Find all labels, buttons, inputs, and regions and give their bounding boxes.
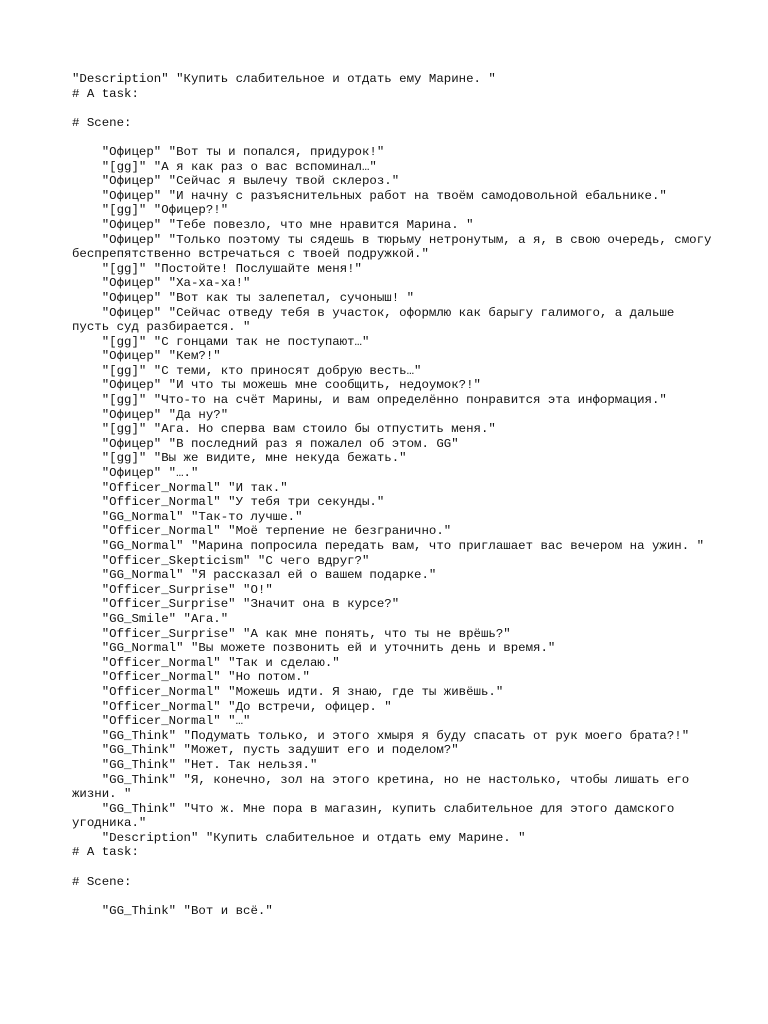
text-line: "Офицер" "Ха-ха-ха!" xyxy=(72,276,251,291)
text-line: "GG_Think" "Подумать только, и этого хмыря я буду спасать от рук моего брата?!" xyxy=(72,728,690,743)
text-line: "Офицер" "И начну с разъяснительных работ на твоём самодовольной ебальнике." xyxy=(72,188,667,203)
text-line: # Scene: xyxy=(72,874,132,889)
text-line: # A task: xyxy=(72,845,139,860)
text-line: "Description" "Купить слабительное и отдать ему Марине. " xyxy=(72,72,496,86)
blank-line xyxy=(72,860,712,875)
text-line: "Офицер" "Вот ты и попался, придурок!" xyxy=(72,144,385,159)
text-line: "[gg]" "А я как раз о вас вспоминал…" xyxy=(72,159,377,174)
text-line: "GG_Smile" "Ага." xyxy=(72,611,229,626)
text-line: "[gg]" "Офицер?!" xyxy=(72,203,229,218)
document-page xyxy=(72,72,719,918)
text-line: "GG_Think" "Что ж. Мне пора в магазин, купить слабительное для этого дамского угодника." xyxy=(72,801,682,831)
text-line: "GG_Think" "Я, конечно, зол на этого кретина, но не настолько, чтобы лишать его жизни. " xyxy=(72,772,697,802)
text-line: "Офицер" "Тебе повезло, что мне нравится Марина. " xyxy=(72,217,474,232)
blank-line xyxy=(72,101,712,116)
text-line: "GG_Normal" "Я рассказал ей о вашем подарке." xyxy=(72,568,437,583)
text-line: "Officer_Normal" "Так и сделаю." xyxy=(72,655,340,670)
text-line: "Officer_Normal" "До встречи, офицер. " xyxy=(72,699,392,714)
text-line: "Офицер" "Кем?!" xyxy=(72,349,221,364)
text-line: "Офицер" "Сейчас отведу тебя в участок, оформлю как барыгу галимого, а дальше пусть суд разбирается. " xyxy=(72,305,682,335)
text-line: "GG_Think" "Может, пусть задушит его и поделом?" xyxy=(72,743,459,758)
text-line: "[gg]" "С гонцами так не поступают…" xyxy=(72,334,370,349)
text-line: "Officer_Surprise" "Значит она в курсе?" xyxy=(72,597,400,612)
text-line: "Description" "Купить слабительное и отдать ему Марине. " xyxy=(72,830,526,845)
text-line: # Scene: xyxy=(72,115,132,130)
text-line: "Офицер" "Только поэтому ты сядешь в тюрьму нетронутым, а я, в свою очередь, смогу беспрепятственно встречаться с твоей подружкой." xyxy=(72,232,719,262)
text-line: "[gg]" "Что-то на счёт Марины, и вам определённо понравится эта информация." xyxy=(72,393,667,408)
text-line: "Офицер" "В последний раз я пожалел об этом. GG" xyxy=(72,436,459,451)
text-line: "GG_Normal" "Вы можете позвонить ей и уточнить день и время." xyxy=(72,641,556,656)
text-line: "GG_Normal" "Марина попросила передать вам, что приглашает вас вечером на ужин. " xyxy=(72,539,705,553)
text-line: "GG_Think" "Вот и всё." xyxy=(72,903,273,918)
blank-line xyxy=(72,889,712,904)
text-line: "[gg]" "Постойте! Послушайте меня!" xyxy=(72,261,362,276)
blank-line xyxy=(72,130,712,145)
text-line: "Офицер" "Сейчас я вылечу твой склероз." xyxy=(72,174,400,189)
text-line: "[gg]" "С теми, кто приносят добрую весть…" xyxy=(72,363,422,378)
text-line: "Officer_Normal" "Моё терпение не безгранично." xyxy=(72,524,452,539)
text-line: "Officer_Normal" "Но потом." xyxy=(72,670,310,685)
text-line: "Офицер" "Да ну?" xyxy=(72,407,229,422)
text-line: "Офицер" "И что ты можешь мне сообщить, недоумок?!" xyxy=(72,378,481,393)
text-line: # A task: xyxy=(72,86,139,101)
text-line: "Officer_Normal" "И так." xyxy=(72,480,288,495)
text-line: "Офицер" "…." xyxy=(72,466,199,481)
text-line: "Officer_Surprise" "А как мне понять, что ты не врёшь?" xyxy=(72,626,511,641)
text-line: "[gg]" "Вы же видите, мне некуда бежать." xyxy=(72,451,407,466)
text-line: "GG_Normal" "Так-то лучше." xyxy=(72,509,303,524)
text-line: "Officer_Surprise" "О!" xyxy=(72,582,273,597)
text-line: "Officer_Normal" "У тебя три секунды." xyxy=(72,495,385,510)
text-line: "Офицер" "Вот как ты залепетал, сучоныш! " xyxy=(72,290,415,305)
text-line: "Officer_Normal" "Можешь идти. Я знаю, где ты живёшь." xyxy=(72,684,504,699)
text-line: "GG_Think" "Нет. Так нельзя." xyxy=(72,757,318,772)
text-line: "[gg]" "Ага. Но сперва вам стоило бы отпустить меня." xyxy=(72,422,496,437)
text-line: "Officer_Skepticism" "С чего вдруг?" xyxy=(72,553,370,568)
text-line: "Officer_Normal" "…" xyxy=(72,714,251,729)
